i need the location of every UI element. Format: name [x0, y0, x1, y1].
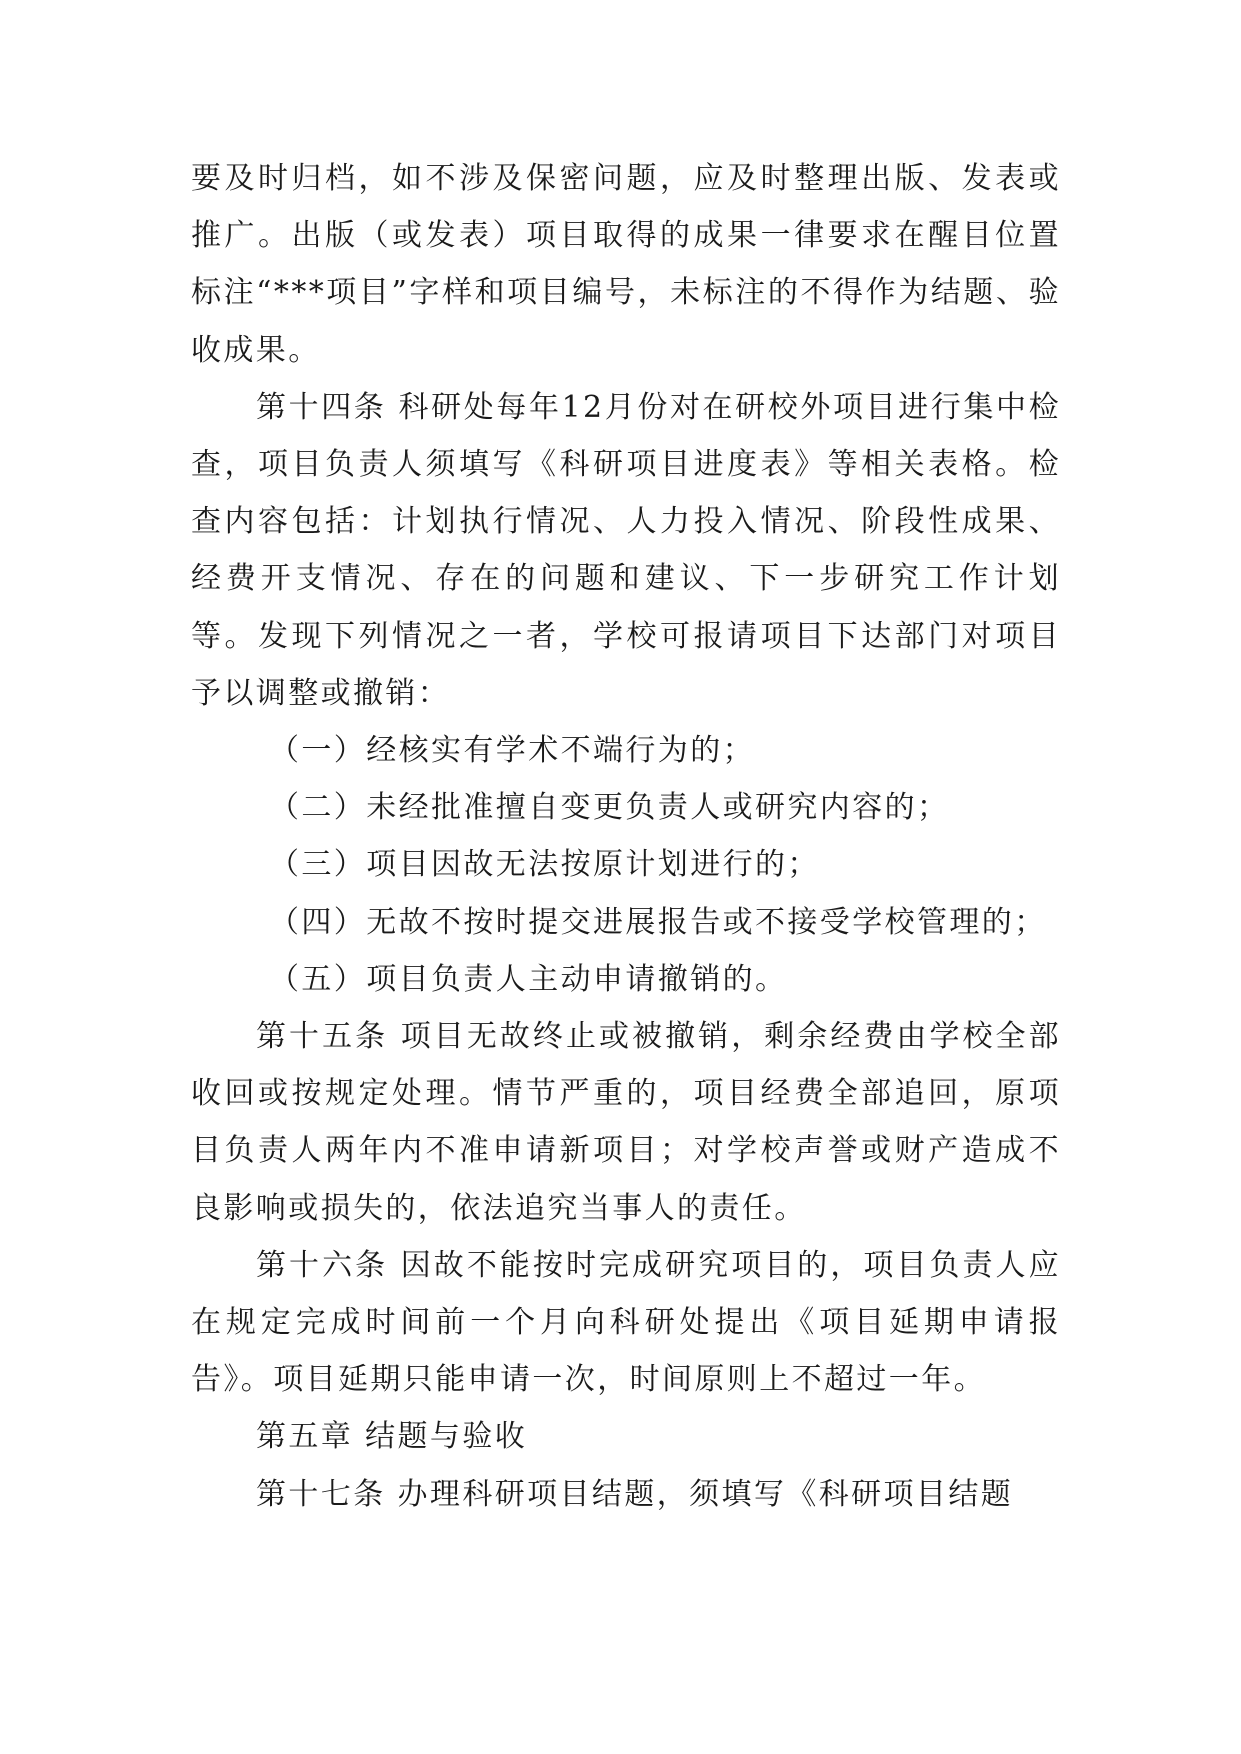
document-page — [191, 150, 1061, 1523]
article-14: 第十四条 科研处每年12月份对在研校外项目进行集中检查，项目负责人须填写《科研项目进度表》等相关表格。检查内容包括：计划执行情况、人力投入情况、阶段性成果、经费开支情况、存在的问题和建议、下一步研究工作计划等。发现下列情况之一者，学校可报请项目下达部门对项目予以调整或撤销： — [191, 389, 1061, 711]
list-item-3: （三）项目因故无法按原计划进行的； — [269, 847, 820, 883]
article-17: 第十七条 办理科研项目结题，须填写《科研项目结题 — [256, 1476, 1014, 1512]
paragraph-archive-continuation: 要及时归档，如不涉及保密问题，应及时整理出版、发表或推广。出版（或发表）项目取得的成果一律要求在醒目位置标注“***项目”字样和项目编号，未标注的不得作为结题、验收成果。 — [191, 161, 1061, 368]
article-16: 第十六条 因故不能按时完成研究项目的，项目负责人应在规定完成时间前一个月向科研处提出《项目延期申请报告》。项目延期只能申请一次，时间原则上不超过一年。 — [191, 1247, 1061, 1398]
article-15: 第十五条 项目无故终止或被撤销，剩余经费由学校全部收回或按规定处理。情节严重的，项目经费全部追回，原项目负责人两年内不准申请新项目；对学校声誉或财产造成不良影响或损失的，依法追究当事人的责任。 — [191, 1019, 1061, 1226]
list-item-2: （二）未经批准擅自变更负责人或研究内容的； — [269, 790, 950, 826]
list-item-5: （五）项目负责人主动申请撤销的。 — [269, 961, 788, 997]
chapter-5-heading: 第五章 结题与验收 — [256, 1419, 528, 1455]
list-item-4: （四）无故不按时提交进展报告或不接受学校管理的； — [269, 904, 1047, 940]
list-item-1: （一）经核实有学术不端行为的； — [269, 733, 755, 769]
